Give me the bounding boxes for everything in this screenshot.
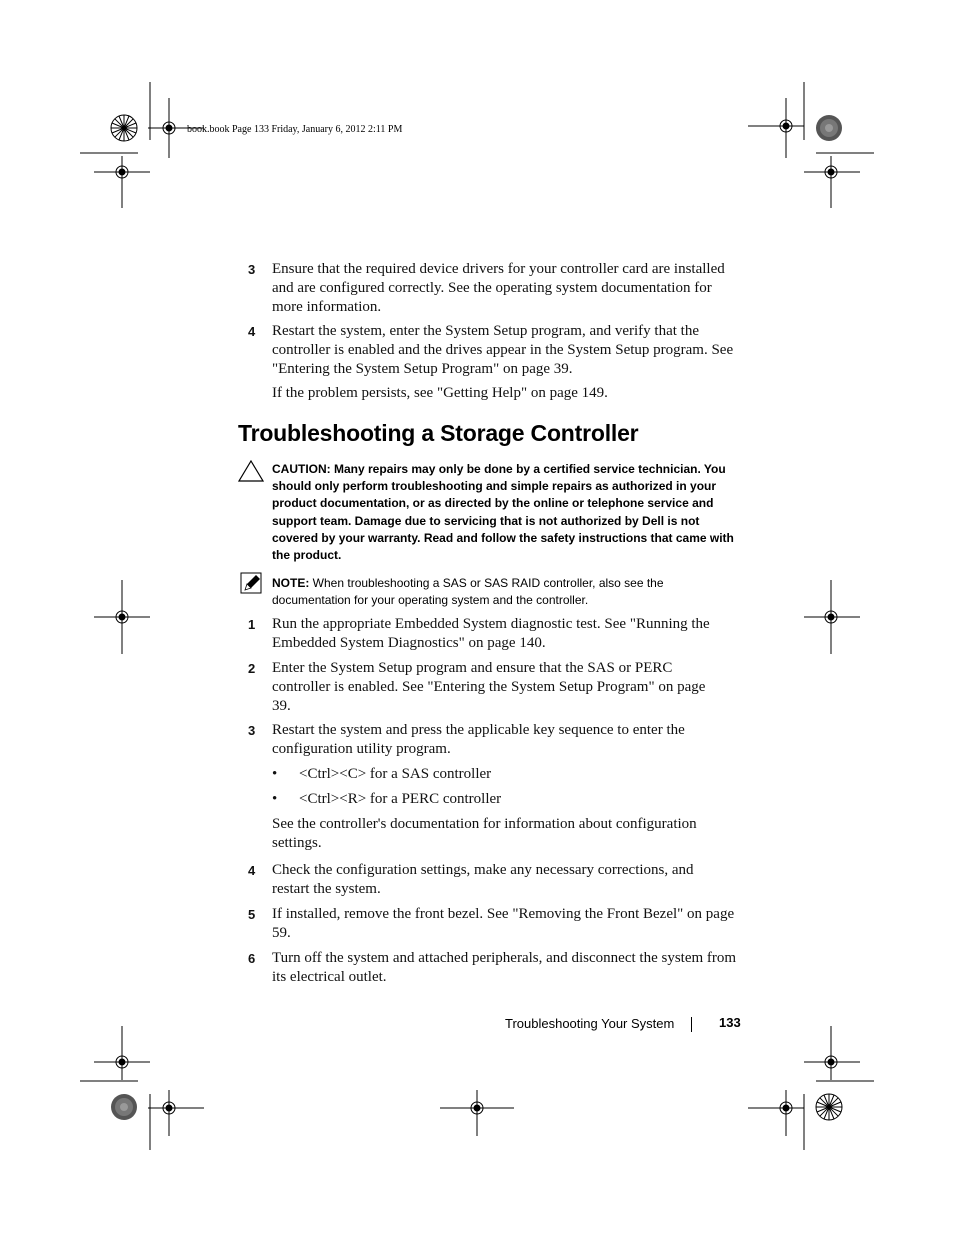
step-number: 3 (248, 723, 256, 738)
config-paragraph: See the controller's documentation for information about configuration settings. (272, 816, 697, 851)
bullet-dot: • (272, 791, 278, 807)
caution-text: Many repairs may only be done by a certified service technician. You should only perform troubleshooting and simple repairs as authorized in your product documentation, or as directed by the online or telephone service and support team. Damage due to servicing that is not authorized by Dell is not covered by your warranty. Read and follow the safety instructions that came with the product. (272, 462, 734, 563)
bullet-text: <Ctrl><C> for a SAS controller (299, 766, 492, 782)
step-number: 3 (248, 262, 256, 277)
gray-target-icon (816, 115, 842, 141)
persist-paragraph: If the problem persists, see "Getting Help" on page 149. (272, 385, 608, 401)
step-item (248, 260, 738, 317)
bullet-item (272, 790, 732, 809)
step-number: 6 (248, 951, 256, 966)
footer-divider (691, 1017, 692, 1032)
step-text: Check the configuration settings, make any necessary corrections, and restart the system. (272, 862, 694, 897)
step-item (248, 949, 738, 987)
gray-target-icon (111, 1094, 137, 1120)
caution-icon (238, 460, 264, 482)
caution-notice (272, 461, 742, 564)
crosshair-target-icon (804, 580, 860, 654)
step-text: If installed, remove the front bezel. See "Removing the Front Bezel" on page 59. (272, 906, 735, 941)
note-label: NOTE: (272, 576, 310, 590)
crosshair-target-icon (804, 156, 860, 208)
step-text: Run the appropriate Embedded System diagnostic test. See "Running the Embedded System Diagnostics" on page 140. (272, 616, 710, 651)
note-text: When troubleshooting a SAS or SAS RAID controller, also see the documentation for your operating system and the controller. (272, 576, 664, 608)
step-number: 4 (248, 863, 256, 878)
step-item (248, 861, 708, 899)
step-item (248, 905, 738, 943)
note-pencil-icon (240, 572, 264, 594)
step-item (248, 721, 738, 759)
crosshair-target-icon (804, 1026, 860, 1080)
step-item (248, 322, 738, 379)
print-header: book.book Page 133 Friday, January 6, 2012 2:11 PM (187, 124, 403, 135)
step-item (248, 659, 718, 716)
note-notice (272, 575, 742, 609)
step-number: 5 (248, 907, 256, 922)
step-number: 1 (248, 617, 256, 632)
step-text: Restart the system and press the applicable key sequence to enter the configuration utility program. (272, 722, 685, 757)
bullet-dot: • (272, 766, 278, 782)
crosshair-target-icon (748, 98, 804, 158)
bullet-item (272, 765, 732, 784)
crosshair-target-icon (440, 1090, 514, 1136)
step-text: Ensure that the required device drivers for your controller card are installed and are configured correctly. See the operating system documentation for more information. (272, 261, 725, 315)
crosshair-target-icon (94, 1026, 150, 1080)
crosshair-target-icon (748, 1090, 804, 1136)
footer-chapter-title: Troubleshooting Your System (505, 1016, 675, 1031)
step-number: 2 (248, 661, 256, 676)
crosshair-target-icon (94, 580, 150, 654)
step-item (248, 615, 738, 653)
starburst-target-icon (816, 1094, 842, 1120)
step-text: Turn off the system and attached peripherals, and disconnect the system from its electrical outlet. (272, 950, 737, 985)
crosshair-target-icon (148, 1090, 204, 1136)
bullet-text: <Ctrl><R> for a PERC controller (299, 791, 502, 807)
step-number: 4 (248, 324, 256, 339)
crosshair-target-icon (94, 156, 150, 208)
caution-label: CAUTION: (272, 462, 331, 476)
page-number: 133 (719, 1015, 741, 1030)
section-title: Troubleshooting a Storage Controller (238, 420, 639, 446)
step-text: Restart the system, enter the System Setup program, and verify that the controller is enabled and the drives appear in the System Setup program. See "Entering the System Setup Program" on page 39. (272, 323, 734, 377)
step-text: Enter the System Setup program and ensure that the SAS or PERC controller is enabled. See "Entering the System Setup Program" on page 39. (272, 660, 706, 714)
starburst-target-icon (111, 115, 137, 141)
